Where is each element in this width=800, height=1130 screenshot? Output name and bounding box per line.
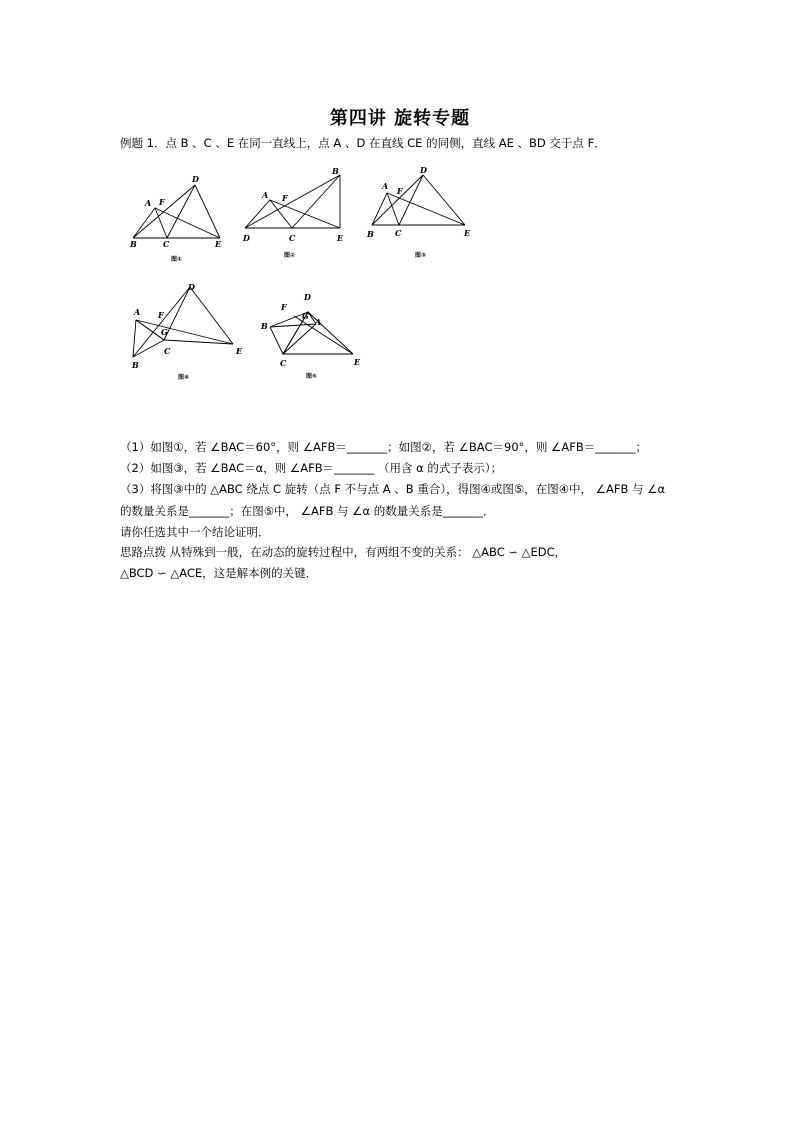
fig1-caption: 图①: [171, 256, 183, 263]
figure-4: [128, 280, 253, 389]
fig5-label-c: C: [280, 358, 287, 368]
hint-line-1: 思路点拨 从特殊到一般，在动态的旋转过程中，有两组不变的关系： △ABC ∽ △EDC，: [120, 545, 567, 559]
fig2-label-d: D: [243, 233, 250, 243]
fig4-label-a: A: [134, 307, 141, 317]
fig3-label-a: A: [382, 181, 389, 191]
fig4-label-c: C: [164, 346, 171, 356]
fig4-label-b: B: [132, 360, 139, 370]
figure-3: [365, 163, 485, 267]
fig5-label-e: E: [354, 357, 361, 367]
fig2-label-e: E: [337, 233, 344, 243]
fig3-label-c: C: [395, 228, 402, 238]
problem-intro: 例题 1．点 B 、C 、E 在同一直线上，点 A 、D 在直线 CE 的同侧，直线 AE 、BD 交于点 F．: [120, 136, 606, 150]
fig2-caption: 图②: [284, 252, 296, 259]
fig3-label-e: E: [464, 228, 471, 238]
fig1-label-f: F: [159, 197, 165, 207]
page-title: 第四讲 旋转专题: [329, 108, 471, 129]
fig1-label-b: B: [130, 239, 137, 249]
fig1-label-c: C: [163, 239, 170, 249]
question-2: （2）如图③，若 ∠BAC＝α，则 ∠AFB＝_______ （用含 α 的式子表示）；: [120, 461, 503, 475]
fig3-caption: 图③: [415, 252, 427, 259]
fig1-label-d: D: [192, 174, 199, 184]
fig5-label-a: A: [315, 317, 322, 327]
fig4-caption: 图④: [178, 374, 190, 381]
question-1: （1）如图①，若 ∠BAC＝60°，则 ∠AFB＝_______；如图②，若 ∠BAC＝90°，则 ∠AFB＝_______；: [120, 440, 647, 454]
fig5-label-f: F: [281, 302, 287, 312]
fig4-label-e: E: [236, 346, 243, 356]
figure-5: [258, 290, 373, 384]
figure-2: [240, 165, 360, 269]
question-3-line-1: （3）将图③中的 △ABC 绕点 C 旋转（点 F 不与点 A 、B 重合），得图④或图⑤，在图④中， ∠AFB 与 ∠α: [120, 482, 666, 496]
fig3-label-b: B: [367, 229, 374, 239]
fig3-label-d: D: [420, 165, 427, 175]
fig2-label-b: B: [332, 166, 339, 176]
fig2-label-c: C: [289, 233, 296, 243]
fig4-label-g: G: [161, 327, 168, 337]
fig4-label-d: D: [188, 282, 195, 292]
fig2-label-f: F: [282, 193, 288, 203]
fig4-label-f: F: [158, 310, 164, 320]
fig2-label-a: A: [262, 190, 269, 200]
fig1-label-e: E: [215, 239, 222, 249]
fig5-caption: 图⑤: [306, 373, 318, 380]
fig5-label-b: B: [261, 321, 268, 331]
question-3-line-2: 的数量关系是_______；在图⑤中， ∠AFB 与 ∠α 的数量关系是_______．: [120, 504, 495, 518]
fig5-label-g: G: [302, 311, 309, 321]
fig3-label-f: F: [397, 186, 403, 196]
hint-line-2: △BCD ∽ △ACE，这是解本例的关键．: [120, 566, 318, 580]
fig5-label-d: D: [304, 292, 311, 302]
figure-1: [125, 170, 235, 274]
question-3-line-3: 请你任选其中一个结论证明．: [120, 525, 270, 539]
fig1-label-a: A: [145, 198, 152, 208]
